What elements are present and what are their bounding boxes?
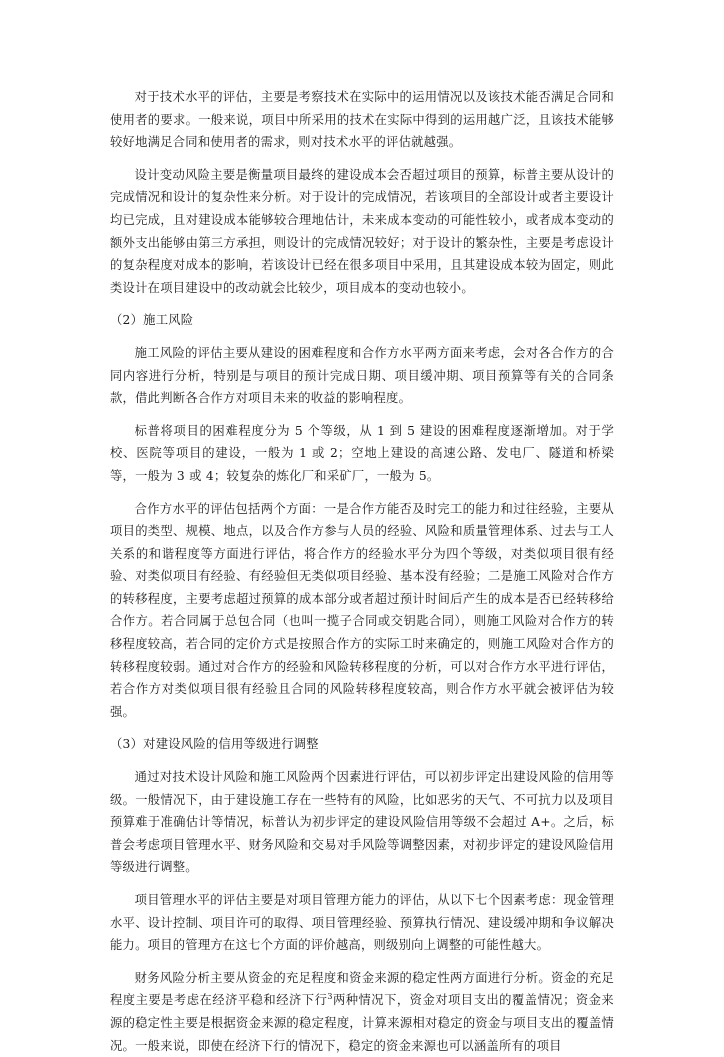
heading-construction-risk: （2）施工风险 <box>110 313 194 328</box>
paragraph-technology-level: 对于技术水平的评估，主要是考察技术在实际中的运用情况以及该技术能否满足合同和使用者的要求。一般来说，项目中所采用的技术在实际中得到的运用越广泛，且该技术能够较好地满足合同和使用者的需求，则对技术水平的评估就越强。 <box>110 90 614 150</box>
paragraph-financial-risk <box>110 967 614 1057</box>
paragraph-design-change-risk: 设计变动风险主要是衡量项目最终的建设成本会否超过项目的预算，标普主要从设计的完成情况和设计的复杂性来分析。对于设计的完成情况，若该项目的全部设计或者主要设计均已完成，且对建设成本能够较合理地估计，未来成本变动的可能性较小，或者成本变动的额外支出能够由第三方承担，则设计的完成情况较好；对于设计的繁杂性，主要是考虑设计的复杂程度对成本的影响，若该设计已经在很多项目中采用，且其建设成本较为固定，则此类设计在项目建设中的改动就会比较少，项目成本的变动也较小。 <box>110 167 614 295</box>
heading-rating-adjustment: （3）对建设风险的信用等级进行调整 <box>110 737 319 752</box>
paragraph-project-management: 项目管理水平的评估主要是对项目管理方能力的评估，从以下七个因素考虑：现金管理水平、设计控制、项目许可的取得、项目管理经验、预算执行情况、建设缓冲期和争议解决能力。项目的管理方在这七个方面的评价越高，则级别向上调整的可能性越大。 <box>110 893 614 953</box>
financial-risk-text-end: 两种情况下，资金对项目支出的覆盖情况；资金来源的稳定性主要是根据资金来源的稳定程度，计算来源相对稳定的资金与项目支出的覆盖情况。一般来说，即使在经济下行的情况下，稳定的资金来源也可以涵盖所有的项目 <box>110 993 614 1053</box>
paragraph-initial-rating: 通过对技术设计风险和施工风险两个因素进行评估，可以初步评定出建设风险的信用等级。一般情况下，由于建设施工存在一些特有的风险，比如恶劣的天气、不可抗力以及项目预算难于准确估计等情况，标普认为初步评定的建设风险信用等级不会超过 A+。之后，标普会考虑项目管理水平、财务风险和交易对手风险等调整因素，对初步评定的建设风险信用等级进行调整。 <box>110 770 614 875</box>
paragraph-partner-level: 合作方水平的评估包括两个方面：一是合作方能否及时完工的能力和过往经验，主要从项目的类型、规模、地点，以及合作方参与人员的经验、风险和质量管理体系、过去与工人关系的和谐程度等方面进行评估，将合作方的经验水平分为四个等级，对类似项目很有经验、对类似项目有经验、有经验但无类似项目经验、基本没有经验；二是施工风险对合作方的转移程度，主要考虑超过预算的成本部分或者超过预计时间后产生的成本是否已经转移给合作方。若合同属于总包合同（也叫一揽子合同或交钥匙合同），则施工风险对合作方的转移程度较高，若合同的定价方式是按照合作方的实际工时来确定的，则施工风险对合作方的转移程度较弱。通过对合作方的经验和风险转移程度的分析，可以对合作方水平进行评估，若合作方对类似项目很有经验且合同的风险转移程度较高，则合作方水平就会被评估为较强。 <box>110 501 614 719</box>
financial-risk-text-start: 财务风险分析主要从资金的充足程度和资金来源的稳定性两方面进行分析。资金的充足程度主要是考虑在经济平稳和经济下行 <box>110 970 614 1008</box>
paragraph-construction-risk-assessment: 施工风险的评估主要从建设的困难程度和合作方水平两方面来考虑，会对各合作方的合同内容进行分析，特别是与项目的预计完成日期、项目缓冲期、项目预算等有关的合同条款，借此判断各合作方对项目未来的收益的影响程度。 <box>110 345 614 406</box>
paragraph-difficulty-levels: 标普将项目的困难程度分为 5 个等级，从 1 到 5 建设的困难程度逐渐增加。对于学校、医院等项目的建设，一般为 1 或 2；空地上建设的高速公路、发电厂、隧道和桥梁等，一般为 3 或 4；较复杂的炼化厂和采矿厂，一般为 5。 <box>110 423 614 483</box>
footnote-marker: 3 <box>327 992 333 1002</box>
